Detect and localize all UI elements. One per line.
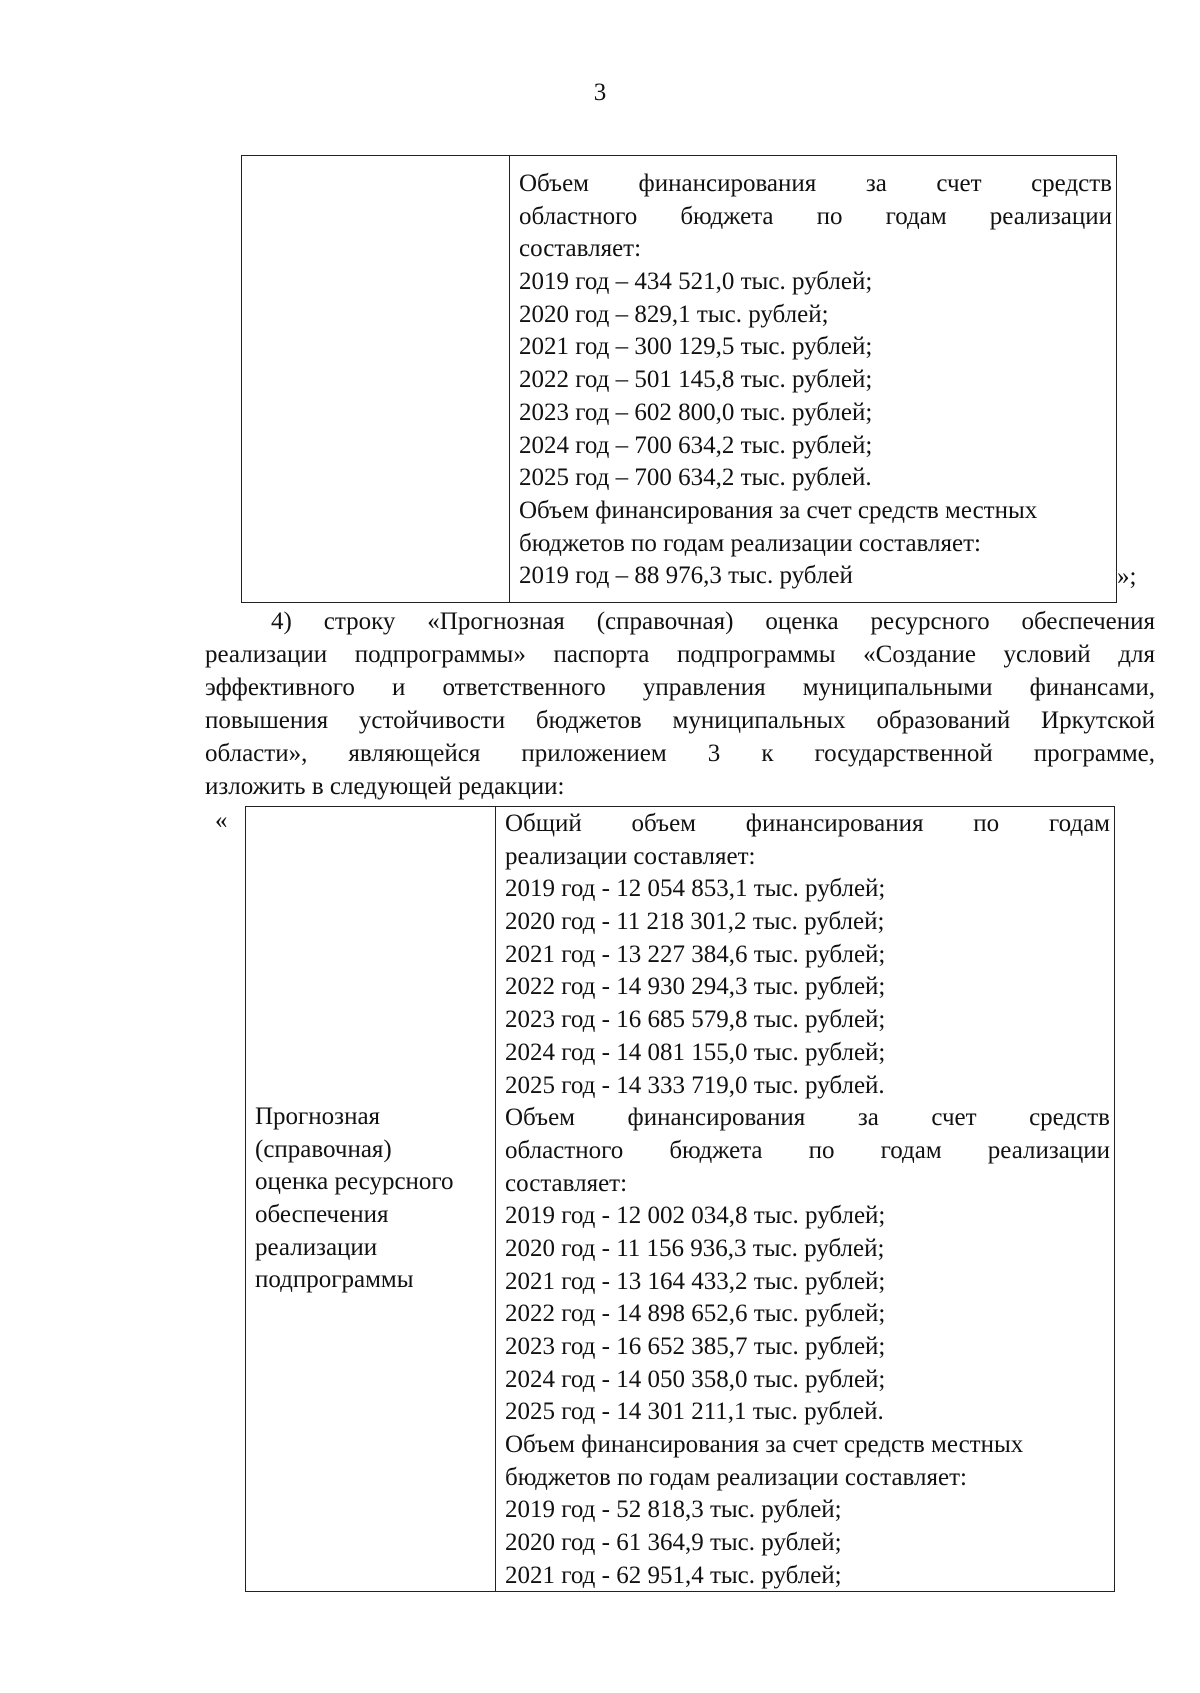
table2-line: Объем финансирования за счет средств местных xyxy=(505,1431,1024,1459)
table1-line: 2024 год – 700 634,2 тыс. рублей; xyxy=(519,431,873,459)
table2-line: Объем финансирования за счет средств xyxy=(505,1104,1110,1132)
amendment-paragraph xyxy=(205,605,1155,803)
funding-table-continuation xyxy=(241,155,1117,603)
row-label xyxy=(255,1101,454,1297)
table2-line: 2023 год - 16 652 385,7 тыс. рублей; xyxy=(505,1333,886,1360)
paragraph-line: изложить в следующей редакции: xyxy=(205,773,565,800)
opening-quote: « xyxy=(215,807,228,834)
table2-line: 2020 год - 11 156 936,3 тыс. рублей; xyxy=(505,1234,885,1262)
table2-line: 2021 год - 13 164 433,2 тыс. рублей; xyxy=(505,1267,886,1295)
table1-line: 2020 год – 829,1 тыс. рублей; xyxy=(519,300,829,328)
row-label-line: оценка ресурсного xyxy=(255,1168,454,1196)
table1-line: бюджетов по годам реализации составляет: xyxy=(519,529,981,557)
table2-line: составляет: xyxy=(505,1169,628,1197)
paragraph-line: области», являющейся приложением 3 к государственной программе, xyxy=(205,740,1155,767)
row-label-line: обеспечения xyxy=(255,1201,389,1229)
paragraph-line: реализации подпрограммы» паспорта подпрограммы «Создание условий для xyxy=(205,641,1155,668)
table2-left-cell xyxy=(246,807,496,1591)
row-label-line: Прогнозная xyxy=(255,1103,381,1130)
table2-line: 2021 год - 13 227 384,6 тыс. рублей; xyxy=(505,940,886,968)
row-label-line: подпрограммы xyxy=(255,1266,414,1294)
table1-line: Объем финансирования за счет средств местных xyxy=(519,496,1038,524)
table2-line: 2021 год - 62 951,4 тыс. рублей; xyxy=(505,1561,842,1589)
table2-line: 2025 год - 14 333 719,0 тыс. рублей. xyxy=(505,1071,885,1099)
table1-left-cell xyxy=(242,156,510,602)
row-label-line: реализации xyxy=(255,1233,378,1261)
table1-line: 2023 год – 602 800,0 тыс. рублей; xyxy=(519,398,873,426)
paragraph-line: повышения устойчивости бюджетов муниципальных образований Иркутской xyxy=(205,707,1155,734)
table1-right-cell xyxy=(510,156,1116,602)
table1-line: Объем финансирования за счет средств xyxy=(519,170,1112,197)
row-label-line: (справочная) xyxy=(255,1135,392,1163)
paragraph-line: эффективного и ответственного управления муниципальными финансами, xyxy=(205,674,1155,701)
table1-line: 2022 год – 501 145,8 тыс. рублей; xyxy=(519,366,873,394)
table1-line: 2019 год – 434 521,0 тыс. рублей; xyxy=(519,268,873,296)
table2-line: 2025 год - 14 301 211,1 тыс. рублей. xyxy=(505,1398,884,1426)
table2-right-cell xyxy=(496,807,1114,1591)
table2-line: бюджетов по годам реализации составляет: xyxy=(505,1463,967,1491)
table2-line: 2019 год - 12 002 034,8 тыс. рублей; xyxy=(505,1202,886,1230)
table2-line: 2022 год - 14 898 652,6 тыс. рублей; xyxy=(505,1300,886,1328)
table2-line: 2019 год - 52 818,3 тыс. рублей; xyxy=(505,1496,842,1524)
table2-line: областного бюджета по годам реализации xyxy=(505,1136,1110,1164)
table2-line: 2024 год - 14 050 358,0 тыс. рублей; xyxy=(505,1365,886,1393)
table2-line: 2024 год - 14 081 155,0 тыс. рублей; xyxy=(505,1038,886,1066)
table1-line: областного бюджета по годам реализации xyxy=(519,202,1112,230)
funding-table-new xyxy=(245,806,1115,1592)
page-number: 3 xyxy=(593,79,607,106)
paragraph-line: 4) строку «Прогнозная (справочная) оценка ресурсного обеспечения xyxy=(271,608,1155,635)
table1-line: 2021 год – 300 129,5 тыс. рублей; xyxy=(519,333,873,361)
table2-line: Общий объем финансирования по годам xyxy=(505,810,1110,837)
table1-line: составляет: xyxy=(519,235,642,263)
table2-line: реализации составляет: xyxy=(505,842,756,870)
table1-line: 2019 год – 88 976,3 тыс. рублей xyxy=(519,562,853,590)
closing-quote: »; xyxy=(1117,563,1137,590)
table2-line: 2023 год - 16 685 579,8 тыс. рублей; xyxy=(505,1006,886,1034)
table1-line: 2025 год – 700 634,2 тыс. рублей. xyxy=(519,464,872,492)
table2-line: 2019 год - 12 054 853,1 тыс. рублей; xyxy=(505,875,886,903)
table2-line: 2020 год - 11 218 301,2 тыс. рублей; xyxy=(505,908,885,936)
table2-line: 2022 год - 14 930 294,3 тыс. рублей; xyxy=(505,973,886,1001)
table2-line: 2020 год - 61 364,9 тыс. рублей; xyxy=(505,1529,842,1557)
